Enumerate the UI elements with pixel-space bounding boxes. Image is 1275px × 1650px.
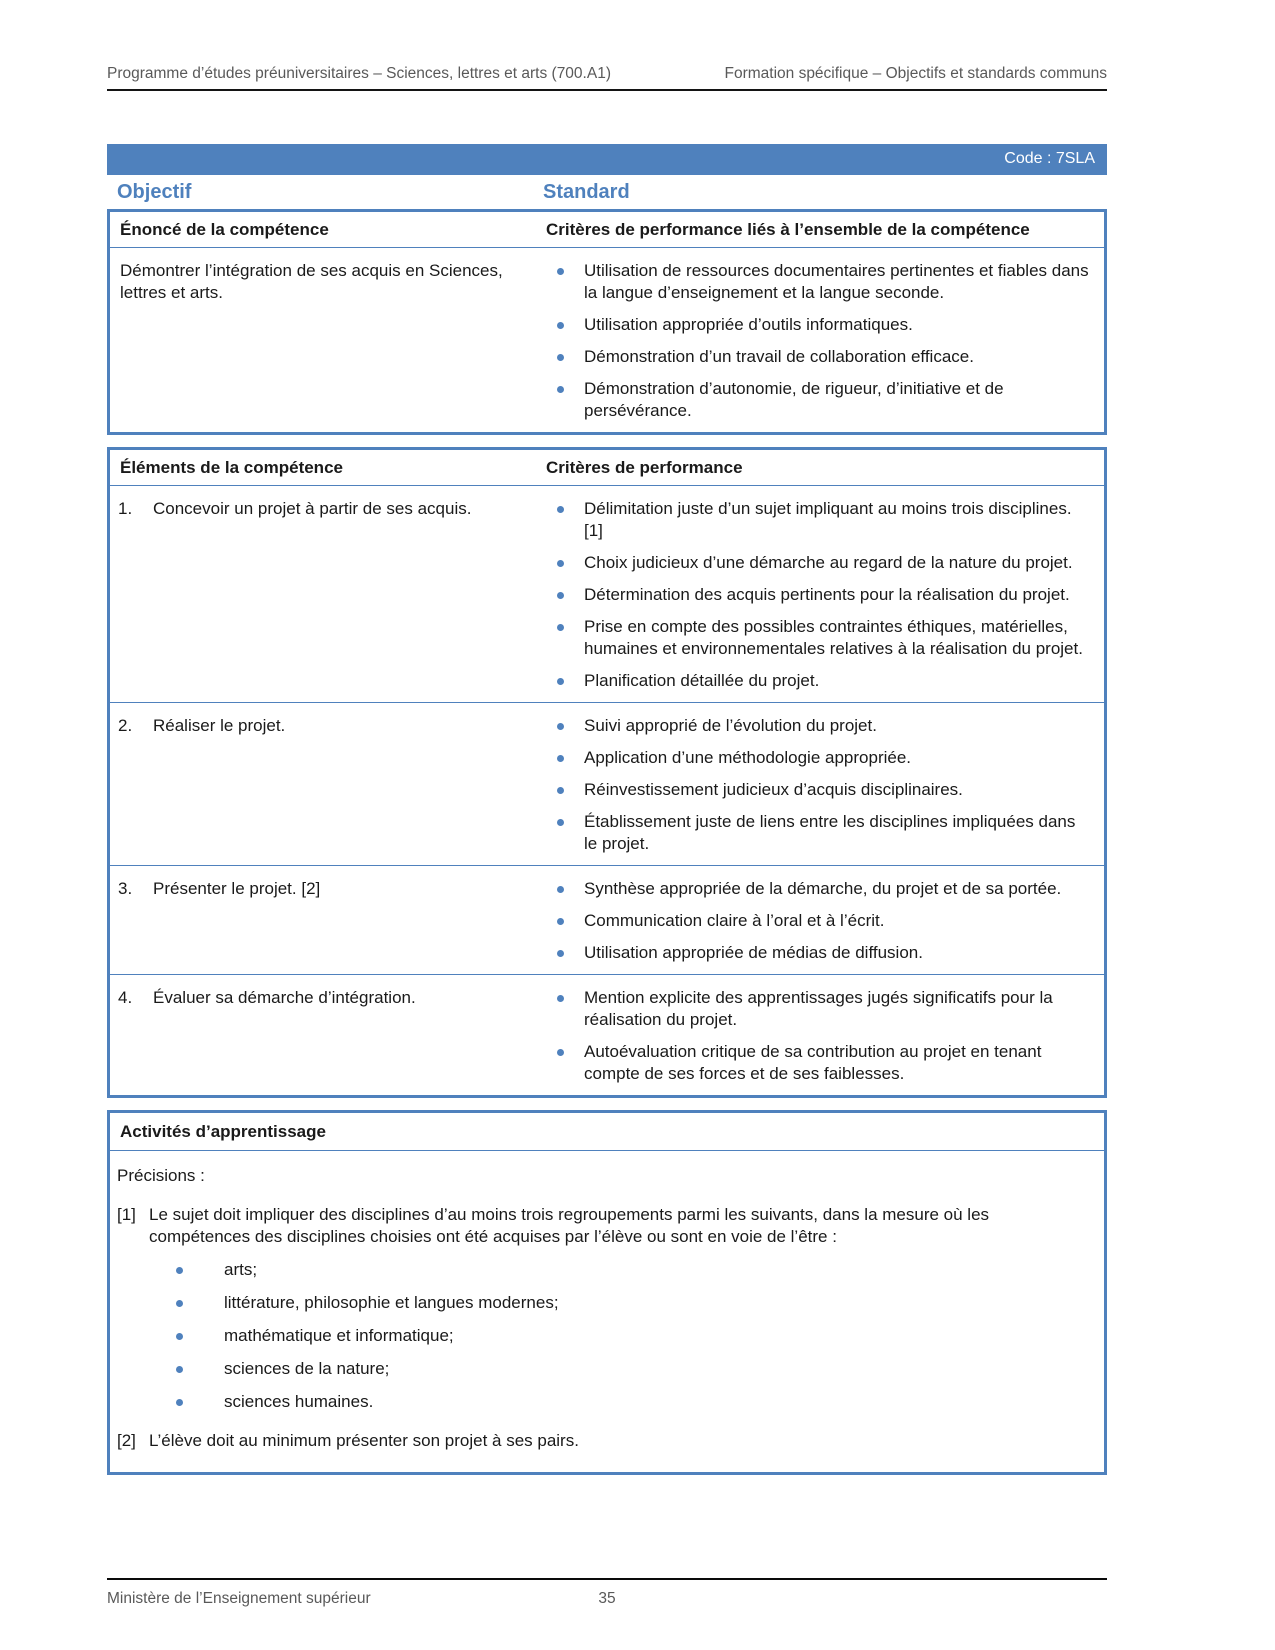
element-number: 4. xyxy=(118,988,133,1007)
element-criteria-list xyxy=(546,705,1104,855)
criteria-bullet-text: Choix judicieux d’une démarche au regard de la nature du projet. xyxy=(584,553,1073,572)
criteria-bullet-text: Suivi approprié de l’évolution du projet. xyxy=(584,716,877,735)
bullet-icon xyxy=(557,506,564,513)
bullet-icon xyxy=(557,322,564,329)
criteria-bullet-item xyxy=(546,1041,1092,1085)
criteria-bullet-item xyxy=(546,552,1092,574)
criteria-bullet-item xyxy=(546,942,1092,964)
element-text: Concevoir un projet à partir de ses acquis. xyxy=(153,499,472,518)
bullet-icon xyxy=(557,386,564,393)
footer-ministry: Ministère de l’Enseignement supérieur xyxy=(107,1590,371,1607)
objectif-title: Objectif xyxy=(117,181,192,203)
criteria-bullet-text: Utilisation appropriée d’outils informatiques. xyxy=(584,315,913,334)
footnote-bullet-item xyxy=(149,1358,1092,1380)
element-cell xyxy=(110,488,546,692)
criteria-bullet-item xyxy=(546,616,1092,660)
page-content xyxy=(107,0,1107,1487)
standard-title: Standard xyxy=(543,181,630,203)
footnote-ref: [2] xyxy=(117,1431,136,1450)
competence-header-right: Critères de performance liés à l’ensemble de la compétence xyxy=(546,220,1030,239)
element-criteria-list xyxy=(546,977,1104,1085)
bullet-icon xyxy=(176,1300,183,1307)
criteria-bullet-item xyxy=(546,584,1092,606)
bullet-icon xyxy=(176,1366,183,1373)
footnote-bullet-text: littérature, philosophie et langues modernes; xyxy=(224,1293,559,1312)
criteria-bullet-item xyxy=(546,987,1092,1031)
competence-table xyxy=(107,209,1107,435)
running-header-right: Formation spécifique – Objectifs et standards communs xyxy=(724,65,1107,82)
criteria-bullet-item xyxy=(546,779,1092,801)
bullet-icon xyxy=(557,918,564,925)
competence-criteria-list xyxy=(546,250,1104,422)
criteria-bullet-text: Réinvestissement judicieux d’acquis disciplinaires. xyxy=(584,780,963,799)
element-text: Présenter le projet. [2] xyxy=(153,879,321,898)
footnote-bullet-item xyxy=(149,1391,1092,1413)
competence-header-left: Énoncé de la compétence xyxy=(120,220,329,239)
criteria-bullet-text: Prise en compte des possibles contraintes éthiques, matérielles, humaines et environnementales relatives à la réalisation du projet. xyxy=(584,617,1083,658)
criteria-bullet-text: Application d’une méthodologie appropriée. xyxy=(584,748,912,767)
bullet-icon xyxy=(176,1399,183,1406)
bullet-icon xyxy=(557,678,564,685)
element-row xyxy=(110,702,1104,865)
criteria-bullet-item xyxy=(546,260,1092,304)
criteria-bullet-item xyxy=(546,498,1092,542)
competence-table-header xyxy=(110,212,1104,248)
footnote-text: Le sujet doit impliquer des disciplines d’au moins trois regroupements parmi les suivants, dans la mesure où les compétences des disciplines choisies ont été acquises par l’élève ou sont en voie de l’être : xyxy=(149,1205,990,1246)
criteria-bullet-text: Mention explicite des apprentissages jugés significatifs pour la réalisation du projet. xyxy=(584,988,1053,1029)
elements-header-left: Éléments de la compétence xyxy=(120,458,343,477)
criteria-bullet-text: Planification détaillée du projet. xyxy=(584,671,820,690)
bullet-icon xyxy=(557,995,564,1002)
bullet-icon xyxy=(557,886,564,893)
bullet-icon xyxy=(557,819,564,826)
criteria-bullet-item xyxy=(546,715,1092,737)
criteria-bullet-text: Utilisation de ressources documentaires pertinentes et fiables dans la langue d’enseignement et la langue seconde. xyxy=(584,261,1089,302)
element-cell xyxy=(110,868,546,964)
criteria-bullet-text: Détermination des acquis pertinents pour la réalisation du projet. xyxy=(584,585,1070,604)
footnote-bullet-item xyxy=(149,1325,1092,1347)
elements-rows xyxy=(110,486,1104,1095)
element-text: Réaliser le projet. xyxy=(153,716,286,735)
element-text: Évaluer sa démarche d’intégration. xyxy=(153,988,416,1007)
criteria-bullet-item xyxy=(546,670,1092,692)
criteria-bullet-text: Démonstration d’un travail de collaboration efficace. xyxy=(584,347,974,366)
bullet-icon xyxy=(557,624,564,631)
code-bar: Code : 7SLA xyxy=(107,144,1107,175)
bullet-icon xyxy=(557,354,564,361)
criteria-bullet-text: Communication claire à l’oral et à l’écrit. xyxy=(584,911,885,930)
page-number: 35 xyxy=(598,1590,616,1607)
criteria-bullet-text: Démonstration d’autonomie, de rigueur, d’initiative et de persévérance. xyxy=(584,379,1004,420)
elements-table xyxy=(107,447,1107,1098)
element-number: 3. xyxy=(118,879,133,898)
criteria-bullet-item xyxy=(546,910,1092,932)
element-row xyxy=(110,865,1104,974)
element-cell xyxy=(110,977,546,1085)
competence-statement: Démontrer l’intégration de ses acquis en Sciences, lettres et arts. xyxy=(120,261,503,302)
criteria-bullet-item xyxy=(546,811,1092,855)
bullet-icon xyxy=(557,950,564,957)
bullet-icon xyxy=(176,1267,183,1274)
footnote-bullet-item xyxy=(149,1259,1092,1281)
criteria-bullet-item xyxy=(546,346,1092,368)
criteria-bullet-item xyxy=(546,378,1092,422)
element-row xyxy=(110,974,1104,1095)
bullet-icon xyxy=(557,755,564,762)
activities-notes xyxy=(117,1204,1092,1452)
criteria-bullet-text: Synthèse appropriée de la démarche, du projet et de sa portée. xyxy=(584,879,1062,898)
running-header-left: Programme d’études préuniversitaires – Sciences, lettres et arts (700.A1) xyxy=(107,65,611,82)
element-cell xyxy=(110,705,546,855)
activities-box xyxy=(107,1110,1107,1475)
footnote-bullet-text: arts; xyxy=(224,1260,258,1279)
elements-table-header xyxy=(110,450,1104,486)
criteria-bullet-text: Établissement juste de liens entre les disciplines impliquées dans le projet. xyxy=(584,812,1076,853)
bullet-icon xyxy=(557,268,564,275)
criteria-bullet-item xyxy=(546,878,1092,900)
footnote xyxy=(117,1430,1092,1452)
running-header xyxy=(107,0,1107,91)
criteria-bullet-text: Autoévaluation critique de sa contribution au projet en tenant compte de ses forces et de ses faiblesses. xyxy=(584,1042,1042,1083)
competence-row xyxy=(110,248,1104,432)
element-criteria-list xyxy=(546,868,1104,964)
criteria-bullet-item xyxy=(546,314,1092,336)
bullet-icon xyxy=(557,560,564,567)
footnote-bullet-text: mathématique et informatique; xyxy=(224,1326,454,1345)
element-row xyxy=(110,486,1104,702)
criteria-bullet-text: Délimitation juste d’un sujet impliquant au moins trois disciplines. [1] xyxy=(584,499,1072,540)
running-footer xyxy=(107,1578,1107,1609)
column-titles xyxy=(107,175,1107,209)
element-criteria-list xyxy=(546,488,1104,692)
bullet-icon xyxy=(557,592,564,599)
footnote-bullet-text: sciences humaines. xyxy=(224,1392,374,1411)
criteria-bullet-item xyxy=(546,747,1092,769)
bullet-icon xyxy=(557,1049,564,1056)
activities-body xyxy=(110,1151,1104,1472)
bullet-icon xyxy=(176,1333,183,1340)
footnote-text: L’élève doit au minimum présenter son projet à ses pairs. xyxy=(149,1431,579,1450)
elements-header-right: Critères de performance xyxy=(546,458,743,477)
element-number: 1. xyxy=(118,499,133,518)
footnote-bullet-text: sciences de la nature; xyxy=(224,1359,390,1378)
activities-title: Activités d’apprentissage xyxy=(110,1113,1104,1151)
footnote-bullet-list xyxy=(149,1259,1092,1413)
footnote-ref: [1] xyxy=(117,1205,136,1224)
footnote-bullet-item xyxy=(149,1292,1092,1314)
bullet-icon xyxy=(557,723,564,730)
footnote xyxy=(117,1204,1092,1413)
precisions-label: Précisions : xyxy=(117,1166,205,1185)
criteria-bullet-text: Utilisation appropriée de médias de diffusion. xyxy=(584,943,923,962)
bullet-icon xyxy=(557,787,564,794)
element-number: 2. xyxy=(118,716,133,735)
